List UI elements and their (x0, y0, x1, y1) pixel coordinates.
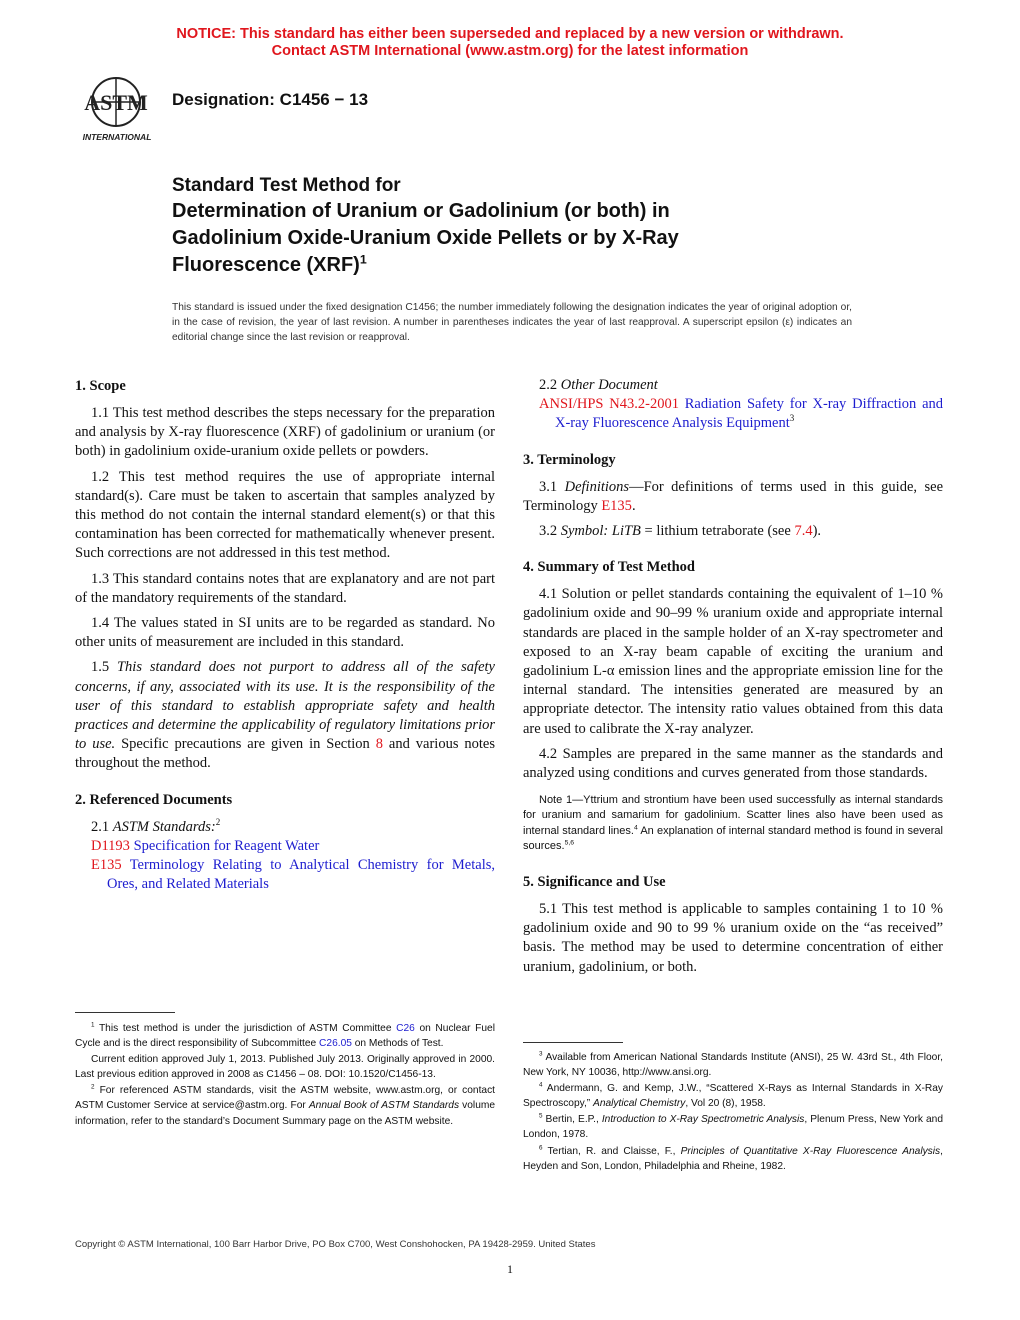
left-column (75, 376, 495, 910)
paragraph-4-1: 4.1 Solution or pellet standards containing the equivalent of 1–10 % gadolinium oxide and 90–99 % uranium oxide and appropriate internal standards are placed in the sample holder of an X-ray spectrometer and exposed to an X-ray beam capable of exciting the uranium and gadolinium L-α emission lines and the appropriate emission line for the internal standard. The intensities generated are measured by an appropriate detector. The intensity ratio values obtained from this data are used to calibrate the X-ray analyzer. (523, 586, 943, 737)
footnote-1: $^1$ This test method is under the jurisdiction of ASTM Committee C26 on Nuclear Fuel Cycle and is the direct responsibility of Subcommittee C26.05 on Methods of Test. (75, 1021, 495, 1050)
title-line-1: Standard Test Method for (172, 175, 401, 196)
c26-link[interactable]: C26 (396, 1023, 415, 1034)
paragraph-2-2: 2.2 Other Document (539, 377, 658, 393)
section-summary (523, 557, 943, 854)
footnote-2: $^2$ For referenced ASTM standards, visit the ASTM website, www.astm.org, or contact ASTM Customer Service at service@astm.org. For Annual Book of ASTM Standards volume information, refer to the standard’s Document Summary page on the ASTM website. (75, 1083, 496, 1127)
designation: Designation: C1456 − 13 (172, 90, 369, 109)
title-line-4: Fluorescence (XRF)$^1$ (172, 252, 367, 276)
title-footnote-mark[interactable]: 1 (359, 252, 367, 267)
copyright: Copyright © ASTM International, 100 Barr Harbor Drive, PO Box C700, West Conshohocken, PA 19428-2959. United States (75, 1239, 596, 1250)
paragraph-1-5: 1.5 This standard does not purport to address all of the safety concerns, if any, associated with its use. It is the responsibility of the user of this standard to establish appropriate safety and health practices and determine the applicability of regulatory limitations prior to use. Specific precautions are given in Section 8 and various notes throughout the method. (75, 659, 496, 772)
paragraph-2-1: 2.1 ASTM Standards:$^2$ (91, 816, 221, 835)
paragraph-3-1: 3.1 Definitions—For definitions of terms used in this guide, see Terminology E135. (523, 478, 944, 514)
ref-e135[interactable]: E135 Terminology Relating to Analytical Chemistry for Metals, Ores, and Related Materials (91, 857, 495, 893)
paragraph-4-2: 4.2 Samples are prepared in the same manner as the standards and analyzed using conditions and curves generated from those standards. (523, 745, 943, 782)
paragraph-1-3: 1.3 This standard contains notes that are explanatory and are not part of the mandatory requirements of the standard. (75, 570, 495, 606)
section-heading-terminology: 3. Terminology (523, 451, 616, 468)
section-7-4-link[interactable]: 7.4 (794, 523, 813, 540)
astm-logo-icon (74, 74, 160, 144)
paragraph-1-4: 1.4 The values stated in SI units are to be regarded as standard. No other units of measurement are included in this standard. (75, 615, 495, 651)
notice-line-2: Contact ASTM International (www.astm.org) for the latest information (271, 43, 749, 59)
c26-05-link[interactable]: C26.05 (319, 1038, 352, 1050)
section-8-link[interactable]: 8 (375, 736, 383, 753)
paragraph-5-1: 5.1 This test method is applicable to samples containing 1 to 10 % gadolinium oxide and 90 to 99 % uranium oxide on the “as received” basis. The method may be used to determine concentration of either uranium, gadolinium, or both. (523, 901, 943, 975)
section-heading-summary: 4. Summary of Test Method (523, 559, 695, 576)
footnotes-left (75, 1021, 495, 1130)
footnote-rule-left (75, 1012, 175, 1013)
footnote-4: $^4$ Andermann, G. and Kemp, J.W., “Scattered X-Rays as Internal Standards in X-Ray Spectroscopy,” Analytical Chemistry, Vol 20 (8), 1958. (523, 1081, 943, 1110)
note-1: Note 1—Yttrium and strontium have been used successfully as internal standards for uranium and samarium for gadolinium. Scatter lines also have been used as internal standard lines.$^4$ An explanation of internal standard method is found in several sources.$^{5,6}$ (523, 794, 943, 852)
svg-text:ASTM: ASTM (84, 90, 148, 115)
e135-link[interactable]: E135 (601, 497, 632, 514)
footnote-6: $^6$ Tertian, R. and Claisse, F., Principles of Quantitative X-Ray Fluorescence Analysis, Heyden and Son, London, Philadelphia and Rheine, 1982. (523, 1144, 943, 1172)
section-heading-scope: 1. Scope (75, 378, 126, 394)
title-line-3: Gadolinium Oxide-Uranium Oxide Pellets or by X-Ray (172, 227, 679, 249)
ref-ansi[interactable]: ANSI/HPS N43.2-2001 Radiation Safety for X-ray Diffraction and X-ray Fluorescence Analysis Equipment$^3$ (539, 396, 944, 432)
paragraph-3-2: 3.2 Symbol: LiTB = lithium tetraborate (see 7.4). (539, 523, 822, 540)
section-heading-significance: 5. Significance and Use (523, 874, 666, 891)
paragraph-1-2: 1.2 This test method requires the use of appropriate internal standard(s). Care must be taken to ascertain that samples analyzed by this method do not contain the internal standard element(s) or that this contamination has been corrected for mathematically whenever present. Such corrections are not addressed in this test method. (75, 468, 495, 562)
notice-line-1: NOTICE: This standard has either been superseded and replaced by a new version or withdrawn. (176, 26, 844, 42)
section-other-document (523, 376, 943, 434)
footnote-rule-right (523, 1042, 623, 1043)
issued-statement: This standard is issued under the fixed designation C1456; the number immediately following the designation indicates the year of original adoption or, in the case of revision, the year of last revision. A number in parentheses indicates the year of last reapproval. A superscript epsilon (ε) indicates an editorial change since the last revision or reapproval. (172, 302, 852, 344)
section-referenced-documents (75, 790, 495, 895)
footnote-1-edition: Current edition approved July 1, 2013. Published July 2013. Originally approved in 2000. Last previous edition approved in 2008 as C1456 – 08. DOI: 10.1520/C1456-13. (75, 1054, 495, 1081)
svg-text:INTERNATIONAL: INTERNATIONAL (82, 132, 152, 142)
section-heading-refdocs: 2. Referenced Documents (75, 791, 233, 808)
section-terminology (523, 450, 943, 542)
withdrawal-notice (0, 26, 1020, 60)
footnote-5: $^5$ Bertin, E.P., Introduction to X-Ray Spectrometric Analysis, Plenum Press, New York and London, 1978. (523, 1112, 943, 1141)
section-significance (523, 872, 943, 977)
section-scope (75, 376, 495, 774)
right-column (523, 376, 943, 993)
ref-d1193[interactable]: D1193 Specification for Reagent Water (91, 837, 320, 854)
paragraph-1-1: 1.1 This test method describes the steps necessary for the preparation and analysis by X-ray fluorescence (XRF) of gadolinium or uranium (or both) in gadolinium oxide-uranium oxide pellets or powders. (75, 405, 495, 460)
document-title (172, 174, 872, 279)
title-line-2: Determination of Uranium or Gadolinium (or both) in (172, 200, 670, 222)
footnotes-right (523, 1050, 943, 1175)
page-number: 1 (507, 1262, 513, 1276)
footnote-3: $^3$ Available from American National Standards Institute (ANSI), 25 W. 43rd St., 4th Floor, New York, NY 10036, http://www.ansi.org. (523, 1050, 943, 1079)
